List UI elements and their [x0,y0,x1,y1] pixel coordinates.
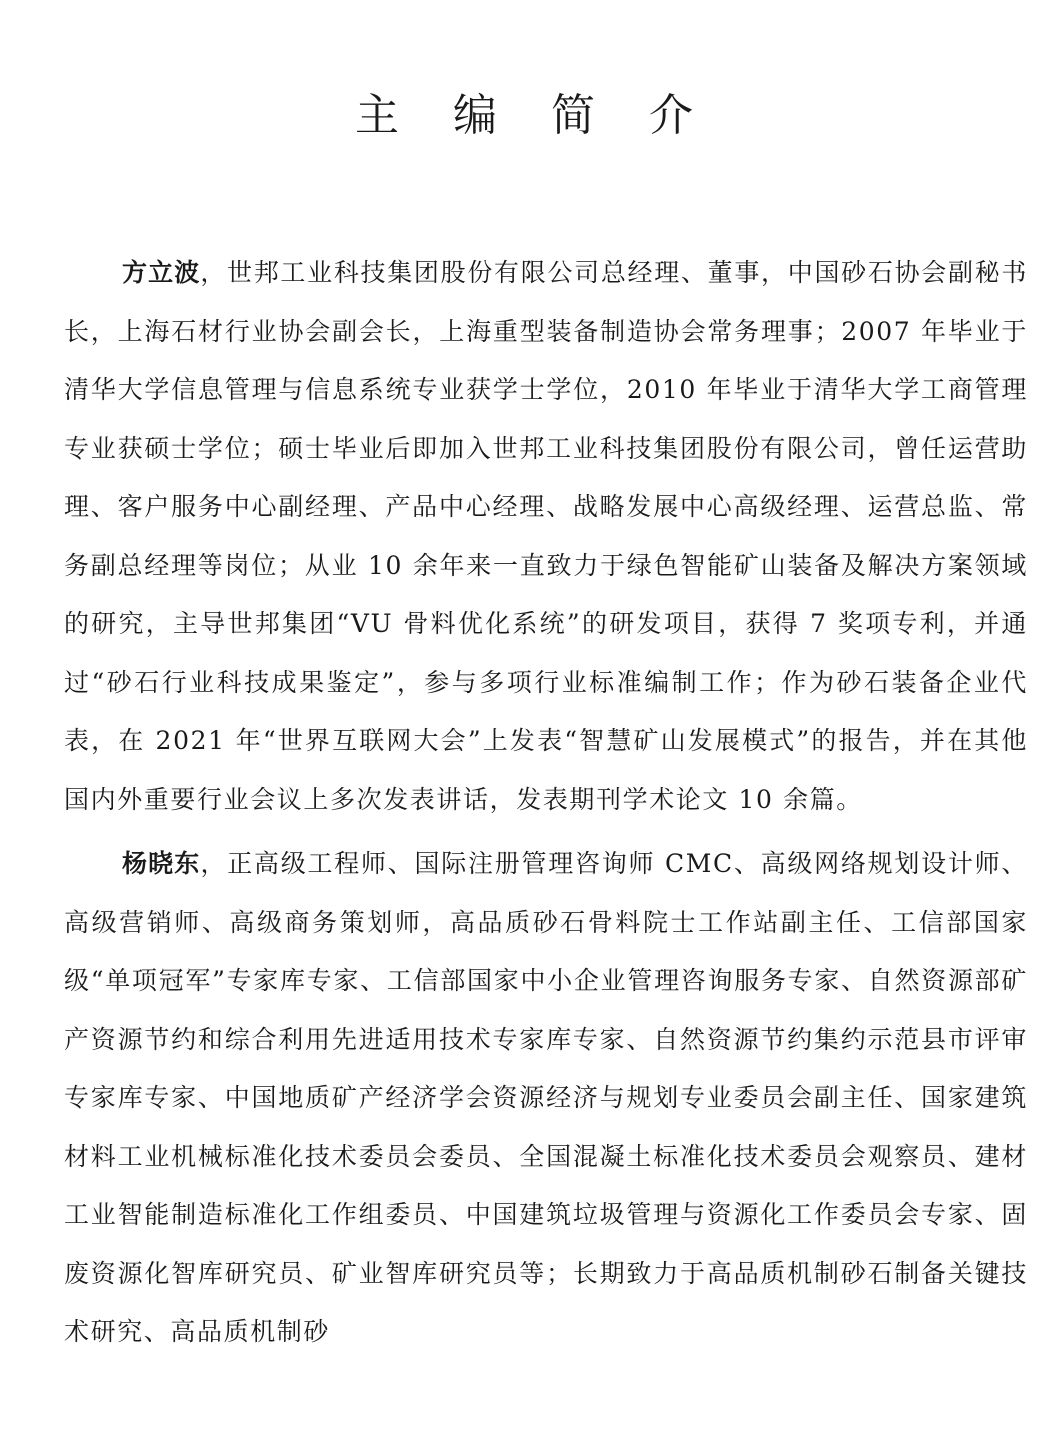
bio-paragraph-1 [64,244,1028,829]
bio-paragraph-2 [64,835,1028,1362]
page-title: 主 编 简 介 [355,90,713,141]
bio-text: ，正高级工程师、国际注册管理咨询师 CMC、高级网络规划设计师、高级营销师、高级商务策划师，高品质砂石骨料院士工作站副主任、工信部国家级“单项冠军”专家库专家、工信部国家中小企业管理咨询服务专家、自然资源部矿产资源节约和综合利用先进适用技术专家库专家、自然资源节约集约示范县市评审专家库专家、中国地质矿产经济学会资源经济与规划专业委员会副主任、国家建筑材料工业机械标准化技术委员会委员、全国混凝土标准化技术委员会观察员、建材工业智能制造标准化工作组委员、中国建筑垃圾管理与资源化工作委员会专家、固废资源化智库研究员、矿业智库研究员等；长期致力于高品质机制砂石制备关键技术研究、高品质机制砂 [64,849,1028,1346]
bio-name: 杨晓东 [122,849,201,878]
bio-content [64,244,1028,1368]
bio-text: ，世邦工业科技集团股份有限公司总经理、董事，中国砂石协会副秘书长，上海石材行业协会副会长，上海重型装备制造协会常务理事；2007 年毕业于清华大学信息管理与信息系统专业获学士学位，2010 年毕业于清华大学工商管理专业获硕士学位；硕士毕业后即加入世邦工业科技集团股份有限公司，曾任运营助理、客户服务中心副经理、产品中心经理、战略发展中心高级经理、运营总监、常务副总经理等岗位；从业 10 余年来一直致力于绿色智能矿山装备及解决方案领域的研究，主导世邦集团“VU 骨料优化系统”的研发项目，获得 7 奖项专利，并通过“砂石行业科技成果鉴定”，参与多项行业标准编制工作；作为砂石装备企业代表，在 2021 年“世界互联网大会”上发表“智慧矿山发展模式”的报告，并在其他国内外重要行业会议上多次发表讲话，发表期刊学术论文 10 余篇。 [64,258,1028,814]
bio-name: 方立波 [122,258,201,287]
